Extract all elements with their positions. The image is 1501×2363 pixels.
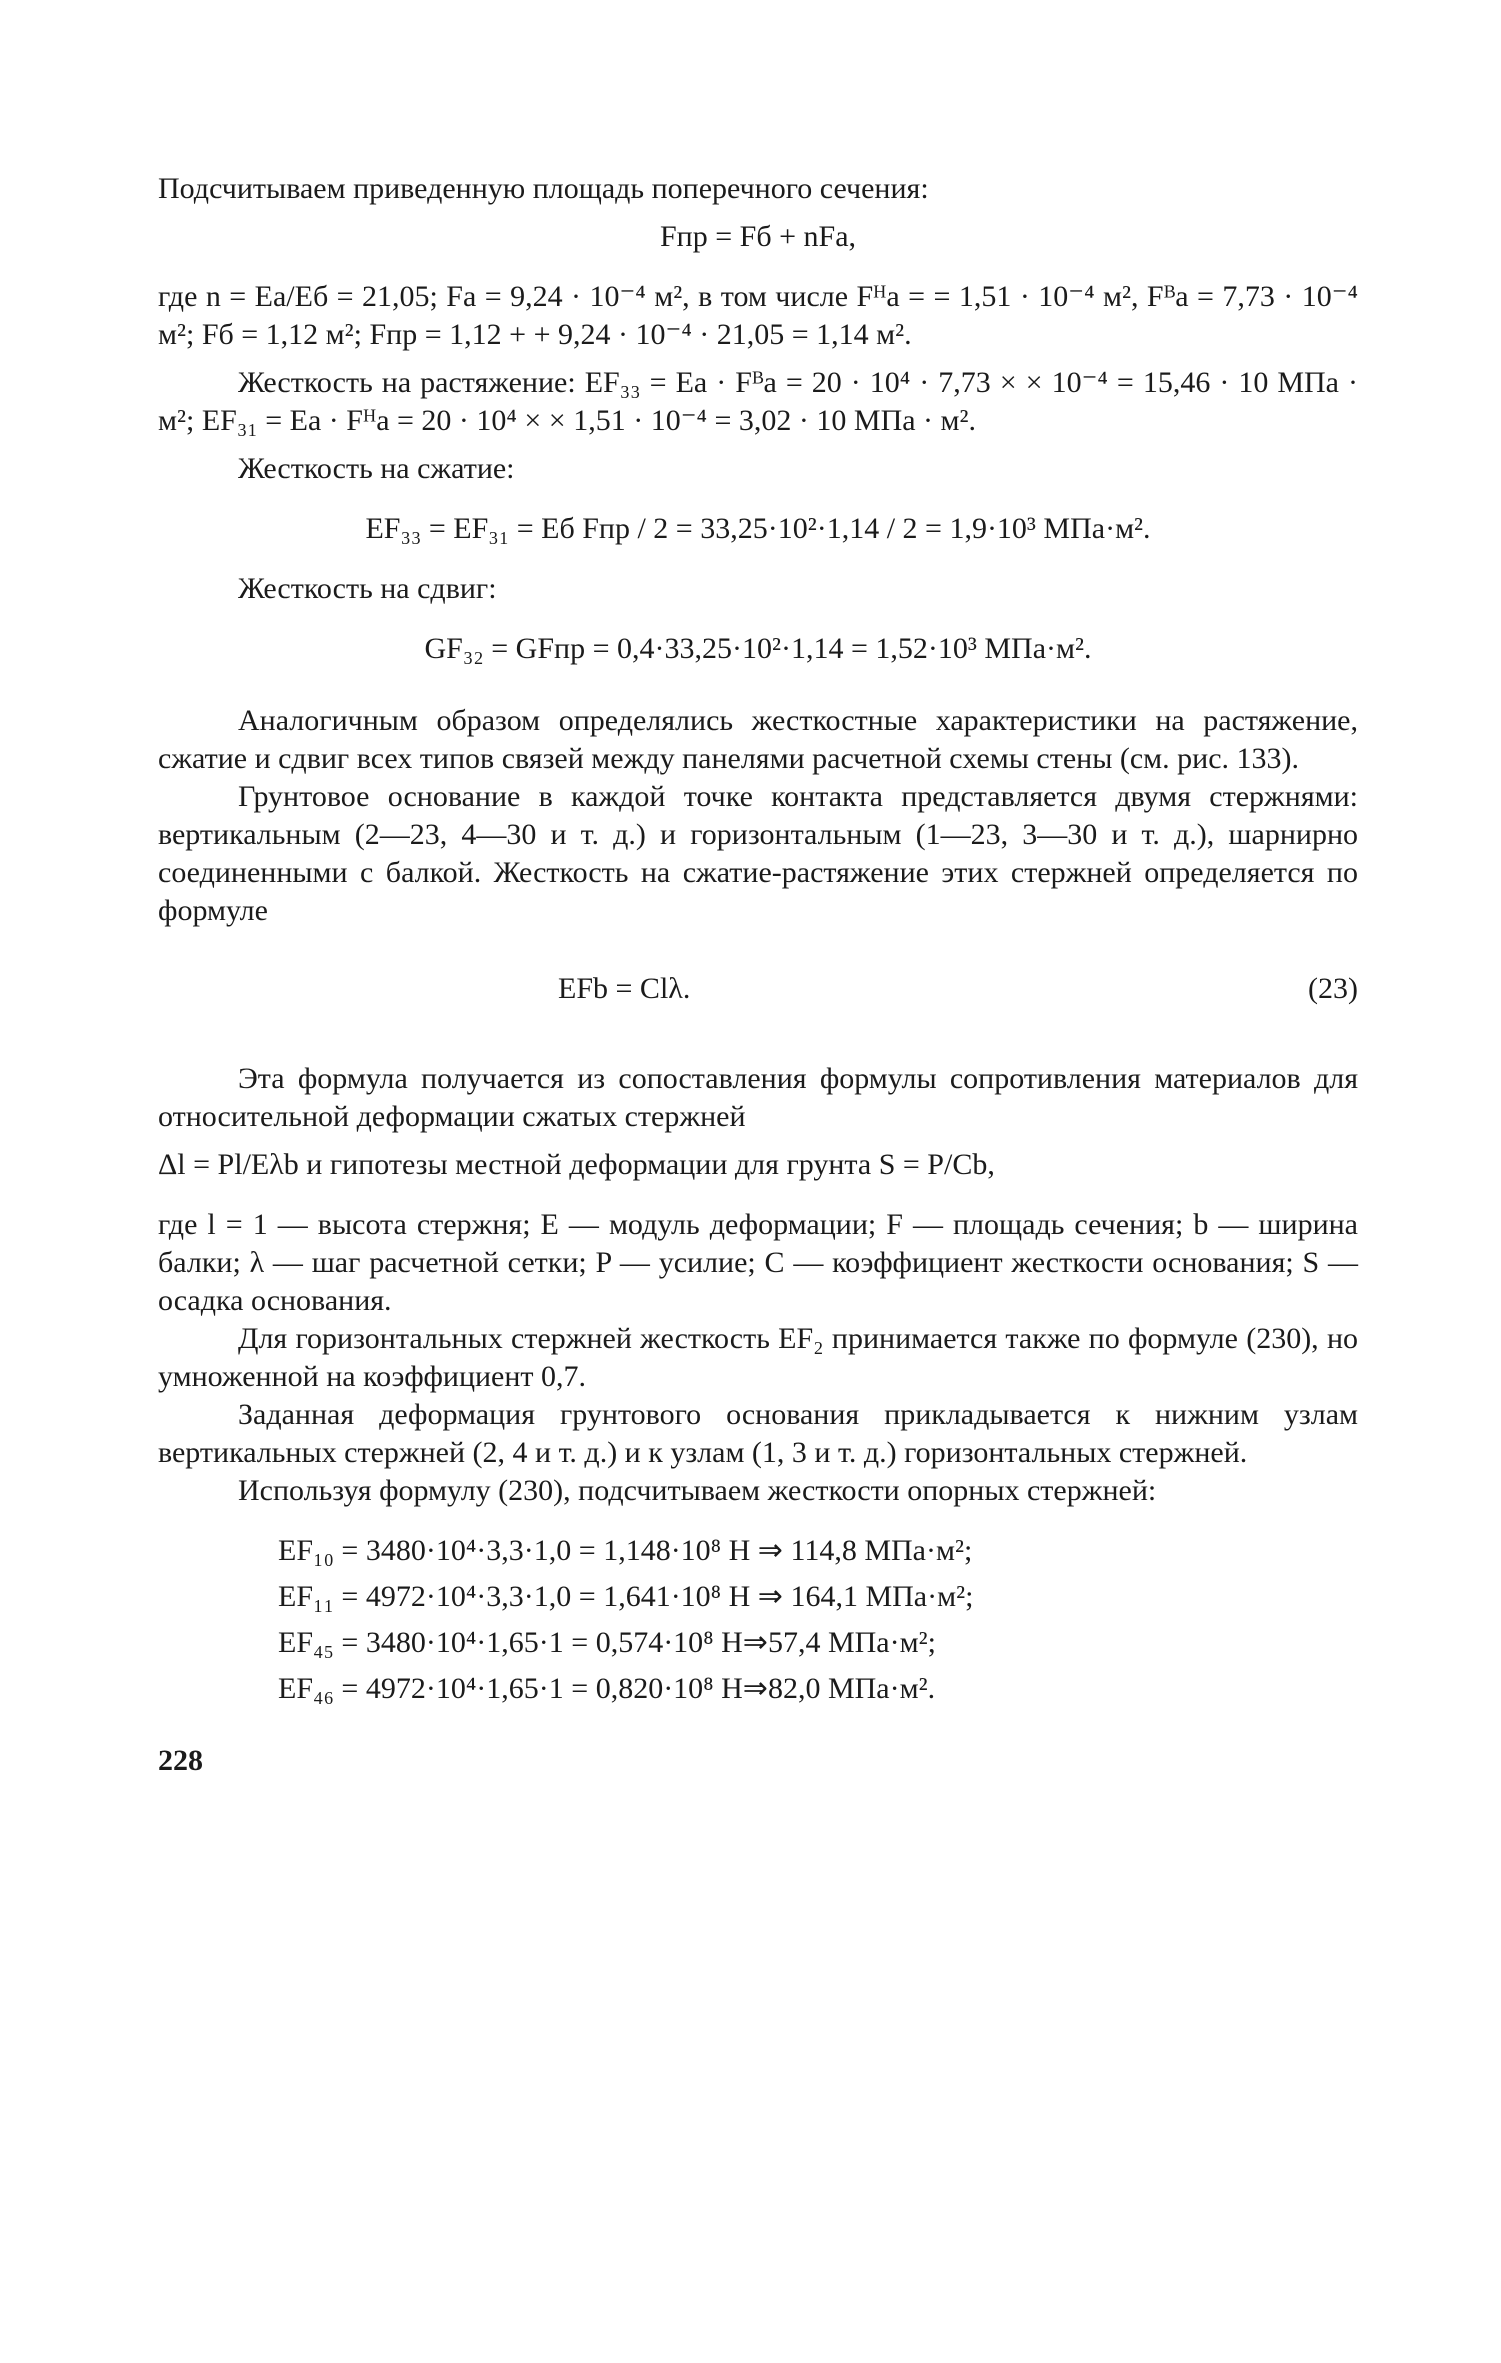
paragraph-hypothesis: Δl = Pl/Eλb и гипотезы местной деформации для грунта S = P/Cb, <box>158 1148 995 1181</box>
formula-23 <box>158 970 1358 1008</box>
stiffness-line-45: EF₄₅ = 3480·10⁴·1,65·1 = 0,574·10⁸ Н⇒57,4 МПа·м²; <box>278 1626 936 1659</box>
stiffness-line-46: EF₄₆ = 4972·10⁴·1,65·1 = 0,820·10⁸ Н⇒82,0 МПа·м². <box>278 1672 936 1705</box>
paragraph-shear-heading: Жесткость на сдвиг: <box>238 572 497 605</box>
paragraph-analogous: Аналогичным образом определялись жесткостные характеристики на растяжение, сжатие и сдвиг всех типов связей между панелями расчетной схемы стены (см. рис. 133). <box>158 704 1358 775</box>
paragraph-reduced-area: Подсчитываем приведенную площадь поперечного сечения: <box>158 172 929 205</box>
paragraph-formula-origin: Эта формула получается из сопоставления формулы сопротивления материалов для относительной деформации сжатых стержней <box>158 1062 1358 1133</box>
book-page <box>158 170 1358 2290</box>
formula-compression-stiffness: EF₃₃ = EF₃₁ = Eб Fпр / 2 = 33,25·10²·1,14 / 2 = 1,9·10³ МПа·м². <box>365 512 1151 545</box>
paragraph-using-formula: Используя формулу (230), подсчитываем жесткости опорных стержней: <box>238 1474 1157 1507</box>
formula-23-body: EFb = Clλ. <box>558 972 691 1005</box>
stiffness-line-11: EF₁₁ = 4972·10⁴·3,3·1,0 = 1,641·10⁸ Н ⇒ 164,1 МПа·м²; <box>278 1580 974 1613</box>
paragraph-horizontal-rods: Для горизонтальных стержней жесткость EF₂ принимается также по формуле (230), но умноженной на коэффициент 0,7. <box>158 1322 1358 1393</box>
paragraph-notation: где l = 1 — высота стержня; E — модуль деформации; F — площадь сечения; b — ширина балки; λ — шаг расчетной сетки; P — усилие; C — коэффициент жесткости основания; S — осадка основания. <box>158 1208 1358 1317</box>
paragraph-tension-stiffness: Жесткость на растяжение: EF₃₃ = Eа · Fᴮа = 20 · 10⁴ · 7,73 × × 10⁻⁴ = 15,46 · 10 МПа · м²; EF₃₁ = Eа · Fᴴа = 20 · 10⁴ × × 1,51 · 10⁻⁴ = 3,02 · 10 МПа · м². <box>158 366 1358 437</box>
formula-reduced-area: Fпр = Fб + nFа, <box>659 220 857 253</box>
paragraph-soil-base: Грунтовое основание в каждой точке контакта представляется двумя стержнями: вертикальным (2—23, 4—30 и т. д.) и горизонтальным (1—23, 3—30 и т. д.), шарнирно соединенными с балкой. Жесткость на сжатие-растяжение этих стержней определяется по формуле <box>158 780 1358 927</box>
equation-number: (23) <box>1308 972 1358 1005</box>
page-number: 228 <box>158 1744 203 1777</box>
paragraph-compression-heading: Жесткость на сжатие: <box>238 452 515 485</box>
stiffness-line-10: EF₁₀ = 3480·10⁴·3,3·1,0 = 1,148·10⁸ Н ⇒ 114,8 МПа·м²; <box>278 1534 973 1567</box>
paragraph-where-n: где n = Eа/Eб = 21,05; Fа = 9,24 · 10⁻⁴ м², в том числе Fᴴа = = 1,51 · 10⁻⁴ м², Fᴮа = 7,73 · 10⁻⁴ м²; Fб = 1,12 м²; Fпр = 1,12 + + 9,24 · 10⁻⁴ · 21,05 = 1,14 м². <box>158 280 1358 351</box>
formula-shear-stiffness: GF₃₂ = GFпр = 0,4·33,25·10²·1,14 = 1,52·10³ МПа·м². <box>424 632 1092 665</box>
paragraph-given-deformation: Заданная деформация грунтового основания прикладывается к нижним узлам вертикальных стержней (2, 4 и т. д.) и к узлам (1, 3 и т. д.) горизонтальных стержней. <box>158 1398 1358 1469</box>
